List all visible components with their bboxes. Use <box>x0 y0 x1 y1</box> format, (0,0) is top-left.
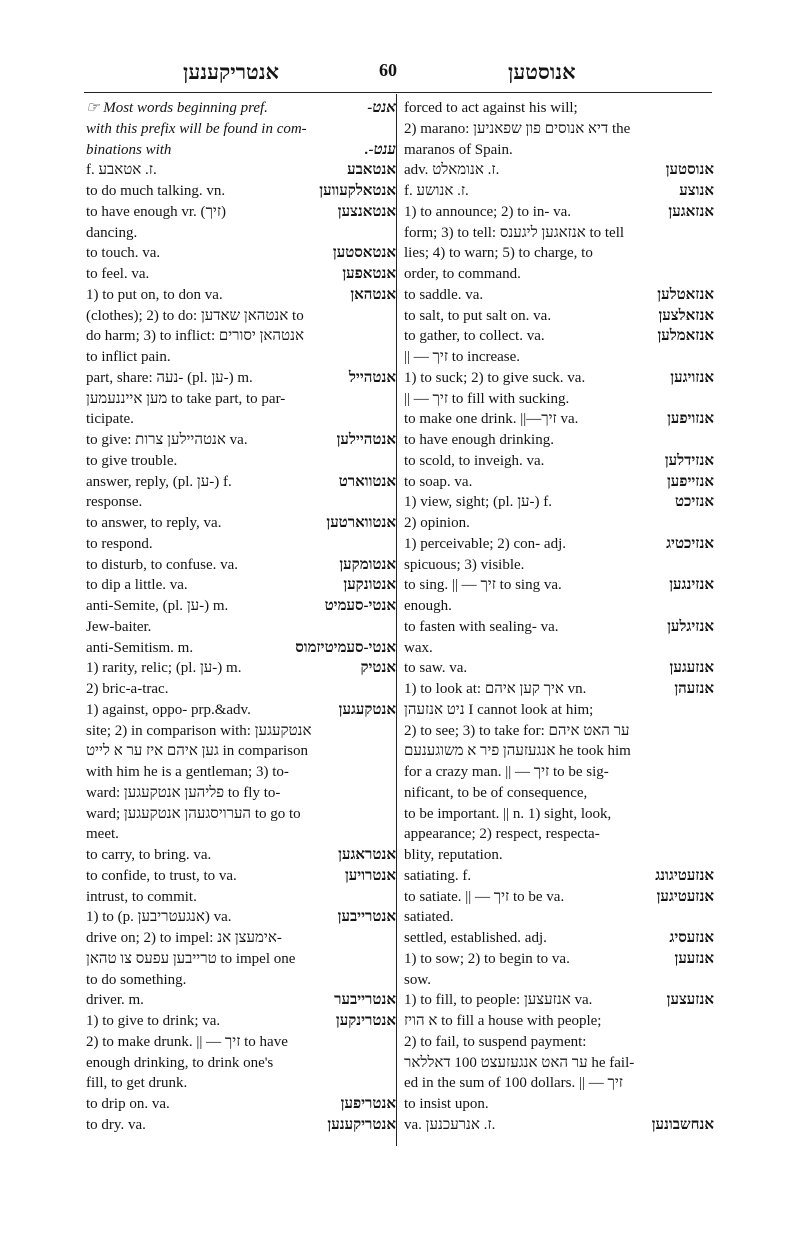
entry-line <box>404 721 714 742</box>
entry-text: anti-Semitism. m. <box>86 639 194 656</box>
entry-line <box>404 98 714 119</box>
headword: אנזעטיגונג <box>655 867 714 884</box>
entry-line <box>86 243 396 264</box>
entry-text: lies; 4) to warn; 5) to charge, to <box>404 245 593 262</box>
entry-text: wax. <box>404 639 433 656</box>
entry-line <box>86 658 396 679</box>
entry-line <box>404 741 714 762</box>
headword: אנחשבונען <box>651 1116 714 1133</box>
entry-line <box>86 907 396 928</box>
entry-line <box>404 347 714 368</box>
entry-text: order, to command. <box>404 266 521 282</box>
entry-line <box>404 617 714 638</box>
headword: אנטרויען <box>344 867 396 884</box>
entry-text: 2) to see; 3) to take for: ער האט איהם <box>404 722 630 739</box>
entry-text: to gather, to collect. va. <box>404 328 545 345</box>
entry-line <box>404 451 714 472</box>
entry-text: 1) to look at: איך קען איהם vn. <box>404 681 587 697</box>
headword: אנטאסטען <box>332 245 396 262</box>
entry-line <box>86 721 396 742</box>
entry-line <box>86 990 396 1011</box>
headword: אנטי-סעמיטיזמוס <box>295 639 396 656</box>
entry-text: מען אייננעמען to take part, to par- <box>86 390 286 407</box>
entry-text: va. ז. אנרעכנען. <box>404 1116 496 1133</box>
entry-text: 2) to make drunk. || — זיך to have <box>86 1033 288 1050</box>
headword: אנזיגלען <box>667 618 714 635</box>
entry-text: || — זיך to increase. <box>404 349 521 365</box>
header-rule <box>84 92 712 93</box>
headword: אנזעגען <box>669 660 714 677</box>
entry-text: site; 2) in comparison with: אנטקעגען <box>86 722 312 739</box>
entry-line <box>86 783 396 804</box>
entry-line <box>404 1094 714 1115</box>
headword: אנזיכטיג <box>666 535 714 552</box>
entry-text: f. ז. אנושע. <box>404 183 469 199</box>
entry-line <box>404 700 714 721</box>
entry-line <box>404 679 714 700</box>
entry-line <box>86 430 396 451</box>
headword: אנטאפען <box>342 266 396 282</box>
entry-line <box>404 534 714 555</box>
entry-line <box>86 741 396 762</box>
entry-line <box>86 1053 396 1074</box>
entry-line <box>86 409 396 430</box>
entry-text: 1) against, oppo- prp.&adv. <box>86 701 251 718</box>
entry-line <box>404 866 714 887</box>
entry-text: part, share: נעה- (pl. ען-) m. <box>86 369 253 386</box>
headword: אנטהאן <box>350 286 396 303</box>
entry-line <box>86 700 396 721</box>
entry-line <box>404 804 714 825</box>
entry-line <box>404 181 714 202</box>
entry-line <box>404 887 714 908</box>
entry-text: 1) to give to drink; va. <box>86 1013 221 1029</box>
entry-text: 1) to fill, to people: אנזעצען va. <box>404 992 593 1009</box>
headword: אנזאטלען <box>657 286 714 303</box>
entry-text: to saw. va. <box>404 660 468 677</box>
headword: אנזעען <box>674 950 714 967</box>
entry-text: meet. <box>86 826 119 843</box>
entry-line <box>404 306 714 327</box>
entry-text: to scold, to inveigh. va. <box>404 452 545 469</box>
entry-text: to insist upon. <box>404 1096 489 1112</box>
column-divider <box>396 94 397 1146</box>
entry-line <box>404 1053 714 1074</box>
headword: אנטרייבען <box>337 909 396 926</box>
entry-text: to give: אנטהיילען צרות va. <box>86 432 248 448</box>
headword: אנוצע <box>679 183 714 199</box>
entry-text: do harm; 3) to inflict: אנטהאן יסורים <box>86 328 304 345</box>
entry-text: 1) to announce; 2) to in- va. <box>404 203 572 220</box>
entry-text: maranos of Spain. <box>404 141 513 158</box>
entry-line <box>404 119 714 140</box>
headword: אנטיק <box>360 660 396 677</box>
entry-line <box>86 202 396 223</box>
headword: אנזעצען <box>666 992 714 1009</box>
entry-line <box>404 243 714 264</box>
headword: אנטאנצען <box>337 203 396 220</box>
entry-text: 1) to sow; 2) to begin to va. <box>404 950 570 967</box>
right-column <box>404 98 714 1136</box>
entry-line <box>86 596 396 617</box>
entry-line <box>404 1115 714 1136</box>
entry-line <box>86 264 396 285</box>
entry-line <box>404 326 714 347</box>
entry-text: ticipate. <box>86 411 134 428</box>
entry-line <box>404 596 714 617</box>
entry-text: anti-Semite, (pl. ען-) m. <box>86 598 229 614</box>
entry-text: ער האט אנגעזעצט 100 דאללאר he fail- <box>404 1054 635 1071</box>
entry-line <box>404 555 714 576</box>
headword: אנוסטען <box>665 162 714 179</box>
entry-line <box>86 866 396 887</box>
entry-text: 2) bric-a-trac. <box>86 681 169 697</box>
entry-text: || — זיך to fill with sucking. <box>404 390 570 407</box>
headword: אנזעסיג <box>669 930 714 946</box>
entry-line <box>86 223 396 244</box>
entry-line <box>404 140 714 161</box>
entry-text: א הויז to fill a house with people; <box>404 1013 602 1029</box>
entry-line <box>404 762 714 783</box>
entry-line <box>404 264 714 285</box>
entry-text: to respond. <box>86 535 153 552</box>
entry-text: אנגעזעהן פיר א משוגענעם he took him <box>404 743 631 760</box>
entry-line <box>86 1115 396 1136</box>
entry-text: to be important. || n. 1) sight, look, <box>404 805 612 822</box>
headword: אנטראגען <box>338 847 396 863</box>
headword: ענט-. <box>364 141 396 158</box>
headword: אנזעטיגען <box>656 888 714 905</box>
entry-text: (clothes); 2) to do: אנטהאן שאדען to <box>86 307 304 324</box>
entry-line <box>404 492 714 513</box>
headword: אנזויפען <box>667 411 714 428</box>
entry-text: drive on; 2) to impel: אימעצן אנ- <box>86 930 282 946</box>
entry-line <box>86 845 396 866</box>
entry-line <box>86 762 396 783</box>
entry-text: 1) perceivable; 2) con- adj. <box>404 535 567 552</box>
entry-text: 1) view, sight; (pl. ען-) f. <box>404 494 552 511</box>
entry-line <box>86 575 396 596</box>
entry-text: to fasten with sealing- va. <box>404 618 559 635</box>
header-left-word: אנטריקענען <box>183 60 280 84</box>
headword: אנזינגען <box>669 577 714 594</box>
entry-text: with this prefix will be found in com- <box>86 120 307 137</box>
entry-line <box>404 389 714 410</box>
headword: אנזידלען <box>664 452 714 469</box>
entry-line <box>404 990 714 1011</box>
entry-text: ניט אנזעהן I cannot look at him; <box>404 701 594 718</box>
entry-line <box>86 1032 396 1053</box>
headword: אנזייפען <box>666 473 714 490</box>
entry-line <box>86 140 396 161</box>
entry-line <box>404 783 714 804</box>
entry-text: 2) marano: דיא אנוסים פון שפאניען the <box>404 120 631 137</box>
entry-text: to have enough vr. (זיך) <box>86 203 227 220</box>
headword: אנטי-סעמיט <box>324 598 396 614</box>
headword: אנטרינקען <box>335 1013 396 1029</box>
entry-text: ward: פליהען אנטקעגען to fly to- <box>86 784 281 801</box>
entry-line <box>404 1011 714 1032</box>
entry-line <box>86 534 396 555</box>
entry-text: to salt, to put salt on. va. <box>404 307 552 324</box>
entry-text: ward; הערויסגעהן אנטקעגען to go to <box>86 805 301 822</box>
entry-text: intrust, to commit. <box>86 888 197 905</box>
page-number: 60 <box>379 60 397 80</box>
entry-text: to saddle. va. <box>404 286 484 303</box>
entry-text: answer, reply, (pl. ען-) f. <box>86 473 232 490</box>
entry-text: adv. ז. אנומאלט. <box>404 162 500 179</box>
entry-line <box>404 285 714 306</box>
entry-text: טרייבען עפעס צו טהאן to impel one <box>86 950 296 967</box>
headword: אנטהייל <box>348 369 396 386</box>
headword: אנזאמלען <box>657 328 714 345</box>
headword: אנזיכט <box>674 494 714 511</box>
entry-text: satiating. f. <box>404 867 472 884</box>
entry-text: fill, to get drunk. <box>86 1075 188 1092</box>
entry-line <box>86 970 396 991</box>
entry-text: with him he is a gentleman; 3) to- <box>86 764 289 780</box>
headword: אנזאלצען <box>658 307 714 324</box>
entry-line <box>86 617 396 638</box>
entry-line <box>404 1032 714 1053</box>
entry-text: form; 3) to tell: אנזאגען ליגענס to tell <box>404 224 625 241</box>
entry-line <box>86 638 396 659</box>
entry-text: to do much talking. vn. <box>86 183 226 199</box>
entry-text: 2) to fail, to suspend payment: <box>404 1033 587 1050</box>
entry-text: 1) to suck; 2) to give suck. va. <box>404 369 586 386</box>
entry-line <box>86 181 396 202</box>
entry-line <box>86 98 396 119</box>
headword: אנטווארט <box>338 473 396 490</box>
entry-line <box>86 1094 396 1115</box>
entry-text: ed in the sum of 100 dollars. || — זיך <box>404 1075 623 1092</box>
entry-line <box>86 472 396 493</box>
entry-text: to give trouble. <box>86 452 178 469</box>
headword: אנזעהן <box>674 681 714 697</box>
entry-line <box>86 326 396 347</box>
entry-text: to soap. va. <box>404 473 473 490</box>
entry-line <box>404 824 714 845</box>
headword: אנטווארטען <box>326 515 396 531</box>
entry-line <box>404 202 714 223</box>
entry-line <box>86 492 396 513</box>
entry-text: to have enough drinking. <box>404 432 554 448</box>
left-column <box>86 98 396 1136</box>
entry-text: to disturb, to confuse. va. <box>86 556 239 573</box>
entry-text: 1) rarity, relic; (pl. ען-) m. <box>86 660 242 677</box>
entry-text: nificant, to be of consequence, <box>404 784 588 801</box>
headword: אנטקעגען <box>338 701 396 718</box>
headword: אנטריקענען <box>327 1116 396 1133</box>
entry-text: to carry, to bring. va. <box>86 847 212 863</box>
headword: אנטהיילען <box>336 432 396 448</box>
entry-text: ☞ Most words beginning pref. <box>86 100 268 116</box>
entry-text: to answer, to reply, va. <box>86 515 222 531</box>
entry-line <box>404 223 714 244</box>
running-head <box>88 60 712 88</box>
entry-text: 1) to (p. אנגעטריבען) va. <box>86 909 232 926</box>
entry-text: גען איהם איז ער א לייט in comparison <box>86 743 309 760</box>
entry-line <box>404 845 714 866</box>
entry-line <box>86 160 396 181</box>
entry-line <box>86 389 396 410</box>
entry-text: 1) to put on, to don va. <box>86 286 223 303</box>
entry-line <box>404 472 714 493</box>
entry-line <box>86 824 396 845</box>
entry-line <box>404 658 714 679</box>
headword: אנזויגען <box>670 369 714 386</box>
entry-line <box>86 555 396 576</box>
entry-line <box>86 285 396 306</box>
entry-line <box>404 513 714 534</box>
entry-line <box>404 907 714 928</box>
entry-line <box>86 949 396 970</box>
entry-line <box>86 679 396 700</box>
entry-text: f. ז. אטאבע. <box>86 162 157 179</box>
entry-line <box>404 949 714 970</box>
entry-line <box>86 1073 396 1094</box>
entry-text: response. <box>86 494 143 511</box>
entry-text: 2) opinion. <box>404 515 470 531</box>
header-right-word: אנוסטען <box>508 60 576 84</box>
entry-line <box>404 368 714 389</box>
entry-text: to touch. va. <box>86 245 161 262</box>
entry-line <box>404 575 714 596</box>
entry-text: Jew-baiter. <box>86 618 152 635</box>
entry-text: enough drinking, to drink one's <box>86 1054 274 1071</box>
entry-line <box>86 347 396 368</box>
entry-line <box>86 887 396 908</box>
entry-text: sow. <box>404 971 431 988</box>
entry-text: appearance; 2) respect, respecta- <box>404 826 600 843</box>
headword: אנטריפען <box>340 1096 396 1112</box>
entry-line <box>404 1073 714 1094</box>
entry-line <box>86 306 396 327</box>
entry-text: enough. <box>404 598 452 614</box>
entry-line <box>86 1011 396 1032</box>
headword: אנטומקען <box>339 556 396 573</box>
entry-text: forced to act against his will; <box>404 100 578 116</box>
entry-text: to satiate. || — זיך to be va. <box>404 888 565 905</box>
entry-line <box>404 970 714 991</box>
entry-text: to make one drink. ||—זיך va. <box>404 411 579 428</box>
entry-text: to sing. || — זיך to sing va. <box>404 577 562 594</box>
entry-text: to dip a little. va. <box>86 577 188 594</box>
entry-text: driver. m. <box>86 992 144 1009</box>
headword: אנטונקען <box>343 577 396 594</box>
entry-text: to dry. va. <box>86 1116 146 1133</box>
entry-line <box>86 928 396 949</box>
entry-text: to confide, to trust, to va. <box>86 867 237 884</box>
entry-line <box>404 409 714 430</box>
entry-line <box>404 928 714 949</box>
headword: אנטאבע <box>347 162 396 179</box>
entry-text: to do something. <box>86 971 187 988</box>
entry-line <box>86 513 396 534</box>
headword: אנזאגען <box>668 203 714 220</box>
entry-text: to feel. va. <box>86 266 150 282</box>
entry-text: for a crazy man. || — זיך to be sig- <box>404 764 609 780</box>
entry-text: binations with <box>86 141 172 158</box>
entry-line <box>86 804 396 825</box>
entry-line <box>86 451 396 472</box>
headword: אנטאלקעווען <box>319 183 396 199</box>
entry-text: blity, reputation. <box>404 847 503 863</box>
entry-line <box>86 119 396 140</box>
entry-text: dancing. <box>86 224 138 241</box>
entry-line <box>404 638 714 659</box>
entry-line <box>404 430 714 451</box>
entry-text: spicuous; 3) visible. <box>404 556 525 573</box>
entry-text: to drip on. va. <box>86 1096 170 1112</box>
headword: אנט- <box>367 100 396 116</box>
entry-text: settled, established. adj. <box>404 930 547 946</box>
headword: אנטרייבער <box>334 992 396 1009</box>
entry-text: satiated. <box>404 909 454 926</box>
entry-line <box>404 160 714 181</box>
entry-line <box>86 368 396 389</box>
entry-text: to inflict pain. <box>86 349 171 365</box>
